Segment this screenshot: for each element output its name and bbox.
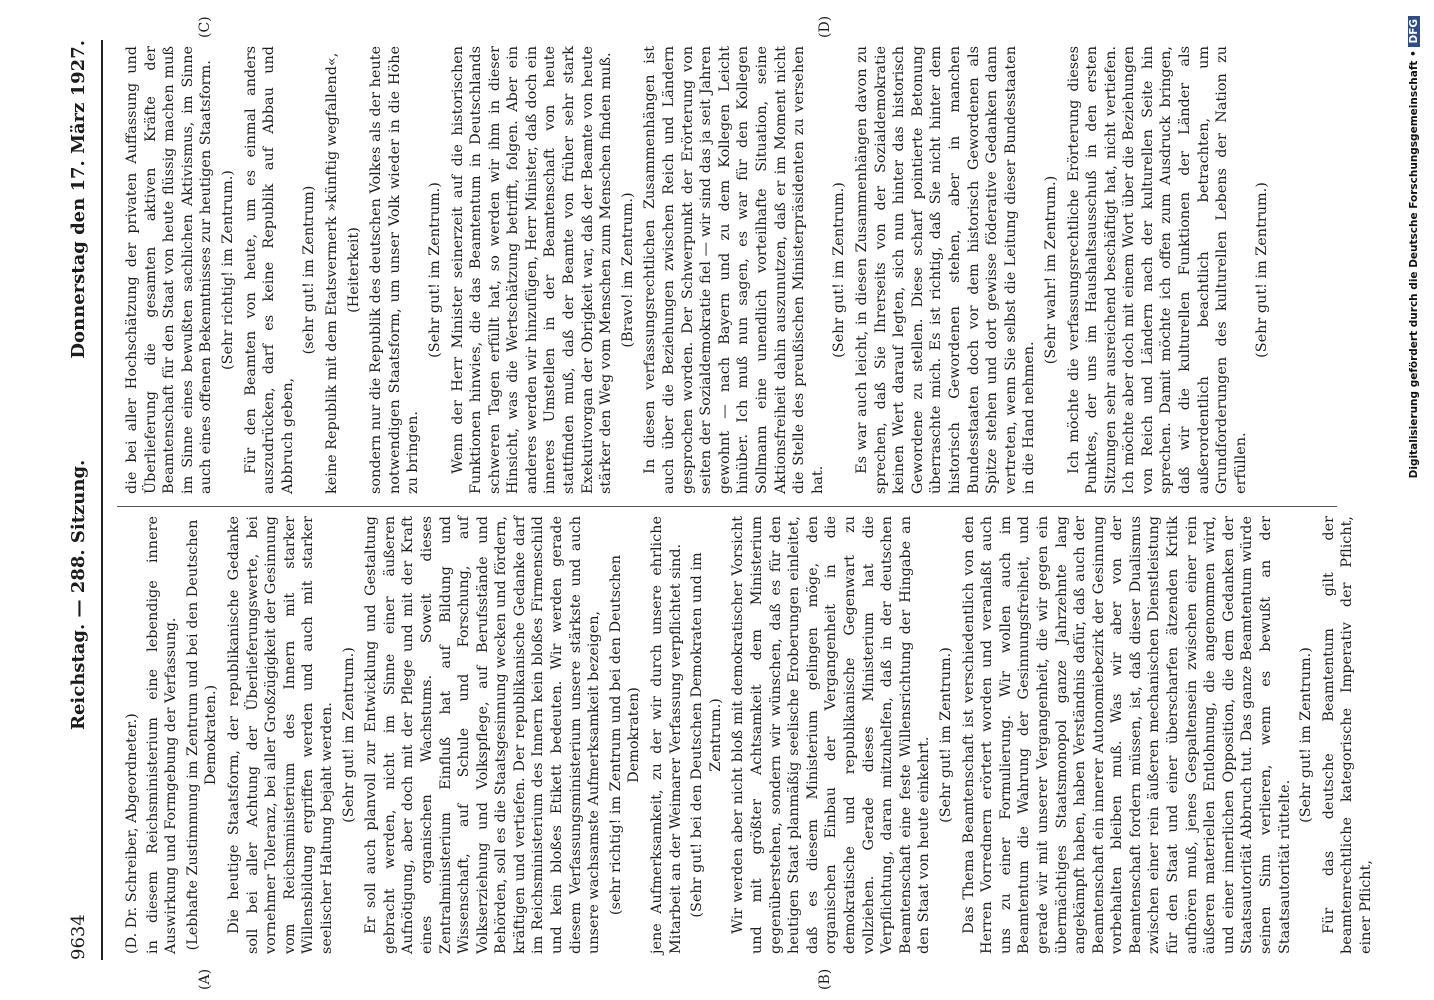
interjection: (sehr gut! im Zentrum) [301,185,318,355]
scanned-page [57,15,1377,990]
interjection: (Bravo! im Zentrum.) [619,192,636,348]
paragraph: Für den Beamten von heute, um es einmal anders auszudrücken, darf es keine Republik auf Abbau und Abbruch geben, [242,46,296,494]
right-column [123,46,1276,494]
interjection: (Lebhafte Zustimmung im Zentrum und bei den Deutschen Demokraten.) [184,519,220,951]
paragraph: jene Aufmerksamkeit, zu der wir durch unsere ehrliche Mitarbeit an der Weimarer Verfassung verpflichtet sind. [649,516,684,954]
page-number: 9634 [68,914,89,960]
page-header [57,40,103,960]
paragraph: Wenn der Herr Minister seinerzeit auf die historischen Funktionen hinwies, die das Beamtentum in Deutschlands schweren Tagen erfüllt hat, so werden wir ihm in dieser Hinsicht, was die Wertschätzung betrifft, folgen. Aber ein anderes werden wir hinzufügen, Herr Minister, daß doch ein inneres Umstellen in der Beamtenschaft von heute stattfinden muß, daß der Beamte von früher sehr stark Exekutivorgan der Obrigkeit war, daß der Beamte von heute stärker den Weg vom Menschen zum Menschen finden muß. [449,46,615,494]
interjection: (Sehr wahr! im Zentrum.) [1042,175,1059,365]
interjection: (Sehr richtig! im Zentrum.) [219,170,236,370]
session-title: Reichstag. — 288. Sitzung. [68,459,89,730]
margin-letter-a: (A) [197,968,213,990]
paragraph: sondern nur die Republik des deutschen Volkes als der heute notwendigen Staatsform, um unser Volk wieder in die Höhe zu bringen. [368,46,422,494]
interjection: (Sehr gut! bei den Deutschen Demokraten und im Zentrum.) [689,552,724,918]
credit-text: Digitalisierung gefördert durch die Deutsche Forschungsgemeinschaft • [1408,50,1420,479]
paragraph: Er soll auch planvoll zur Entwicklung und Gestaltung gebracht werden, nicht im Sinne einer äußeren Aufnötigung, aber doch mit der Pflege und mit der Kraft eines organischen Wachstums. Soweit dieses Zentralministerium Einfluß hat auf Bildung und Wissenschaft, auf Schule und Forschung, auf Volkserziehung und Volkspflege, auf Berufsstände und Behörden, soll es die Staatsgesinnung wecken und fördern, kräftigen und vertiefen. Der republikanische Gedanke darf im Reichsministerium des Innern kein bloßes Firmenschild und kein bloßes Etikett bedeuten. Wir werden gerade diesem Verfassungsministerium unsere stärkste und auch unsere wachsamste Aufmerksamkeit bezeigen, [363,516,603,954]
interjection: (Sehr gut! im Zentrum.) [1254,182,1271,358]
paragraph: Es war auch leicht, in diesen Zusammenhängen davon zu sprechen, daß Sie Ihrerseits von der Sozialdemokratie keinen Wert darauf legten, sich nun hinter das historisch Gewordene zu stellen. Diese scharf pointierte Betonung überraschte mich. Es ist richtig, daß Sie nicht hinter dem historisch Gewordenen stehen, aber in manchen Bundesstaaten doch vor dem historisch Gewordenen als Spitze stehen und dort gewisse föderative Gedanken dann vertreten, wenn Sie selbst die Leitung dieser Bundesstaaten in die Hand nehmen. [853,46,1038,494]
left-column [123,516,1378,954]
margin-letter-b: (B) [817,968,833,990]
paragraph: Das Thema Beamtenschaft ist verschiedentlich von den Herren Vorrednern erörtert worden und veranlaßt auch uns zu einer Formulierung. Wir wollen auch im Beamtentum die Wahrung der Gesinnungsfreiheit, und gerade wir mit unserer Vergangenheit, die wir gegen ein übermächtiges Staatsmonopol ganze Jahrzehnte lang angekämpft haben, haben Verständnis dafür, daß auch der Beamtenschaft ein innerer Autonomiebezirk der Gesinnung vorbehalten bleiben muß. Was wir aber von der Beamtenschaft fordern müssen, ist, daß dieser Dualismus zwischen einer rein äußeren mechanischen Dienstleistung für den Staat und einer überscharfen ätzenden Kritik aufhören muß, jenes Gespaltensein zwischen einer rein äußeren materiellen Entlohnung, die angenommen wird, und einer innerlichen Opposition, die dem Gedanken der Staatsautorität Abbruch tut. Das ganze Beamtentum würde seinen Sinn verlieren, wenn es bewußt an der Staatsautorität rüttelte. [960,516,1293,954]
paragraph: in diesem Reichsministerium eine lebendige innere Auswirkung und Formgebung der Verfassung. [144,516,180,954]
column-divider [117,506,1337,507]
dfg-logo: DFG [1408,16,1420,47]
paragraph: Ich möchte die verfassungsrechtliche Erörterung dieses Punktes, der uns im Haushaltsausschuß in den ersten Sitzungen sehr ausreichend beschäftigt hat, nicht vertiefen. Ich möchte aber doch mit einem Wort über die Beziehungen von Reich und Ländern nach der kulturellen Seite hin sprechen. Damit möchte ich offen zum Ausdruck bringen, daß wir die kulturellen Funktionen der Länder als außerordentlich beachtlich betrachten, um Grundforderungen des kulturellen Lebens der Nation zu erfüllen. [1065,46,1249,494]
paragraph: die bei aller Hochschätzung der privaten Auffassung und Überlieferung die gesamten aktiven Kräfte der Beamtenschaft für den Staat von heute flüssig machen muß im Sinne eines bewußten sachlichen Aktivismus, im Sinne auch eines offenen Bekenntnisses zur heutigen Staatsform. [124,46,215,494]
interjection: (sehr richtig! im Zentrum und bei den Deutschen Demokraten) [607,554,643,916]
margin-letter-c: (C) [197,16,213,38]
interjection: (Sehr gut! im Zentrum.) [831,182,848,358]
paragraph: keine Republik mit dem Etatsvermerk »künftig wegfallend«, [323,52,340,494]
paragraph: In diesen verfassungsrechtlichen Zusammenhängen ist auch über die Beziehungen zwischen Reich und Ländern gesprochen worden. Der Schwerpunkt der Erörterung von seiten der Sozialdemokratie fiel — wir sind das ja seit Jahren gewohnt — nach Bayern und zu dem Kollegen Leicht hinüber. Ich muß nun sagen, es war für den Kollegen Sollmann eine unendlich vorteilhafte Situation, seine Aktionsfreiheit dahin auszunutzen, daß er im Moment nicht die Stelle des preußischen Ministerpräsidenten zu versehen hat. [642,46,826,494]
interjection: (Sehr gut! im Zentrum.) [1298,647,1315,823]
interjection: (Sehr gut! im Zentrum.) [937,647,954,823]
digitization-credit [1400,10,1428,990]
paragraph: Für das deutsche Beamtentum gilt der beamtenrechtliche kategorische Imperativ der Pflicht, einer Pflicht, [1320,516,1374,954]
margin-letter-d: (D) [817,15,833,38]
interjection: (Sehr gut! im Zentrum.) [426,182,443,358]
interjection: (Sehr gut! im Zentrum.) [340,647,357,823]
paragraph: Die heutige Staatsform, der republikanische Gedanke soll bei aller Achtung der Überlieferungswerte, bei vornehmer Toleranz, bei aller Großzügigkeit der Gesinnung vom Reichsministerium des Innern mit starker Willensbildung ergriffen werden und auch mit starker seelischer Haltung bejaht werden. [225,516,335,954]
interjection: (Heiterkeit) [345,227,362,313]
session-date: Donnerstag den 17. März 1927. [68,40,89,359]
paragraph: (D. Dr. Schreiber, Abgeordneter.) [124,713,140,954]
paragraph: Wir werden aber nicht bloß mit demokratischer Vorsicht und mit größter Achtsamkeit dem Ministerium gegenüberstehen, sondern wir wünschen, daß es für den heutigen Staat planmäßig seelische Eroberungen einleitet, daß es diesem Ministerium gelingen möge, den organischen Einbau der Vergangenheit in die demokratische und republikanische Gegenwart zu vollziehen. Gerade dieses Ministerium hat die Verpflichtung, daran mitzuhelfen, daß in der deutschen Beamtenschaft eine feste Willensrichtung der Hingabe an den Staat von heute einkehrt. [730,516,933,954]
